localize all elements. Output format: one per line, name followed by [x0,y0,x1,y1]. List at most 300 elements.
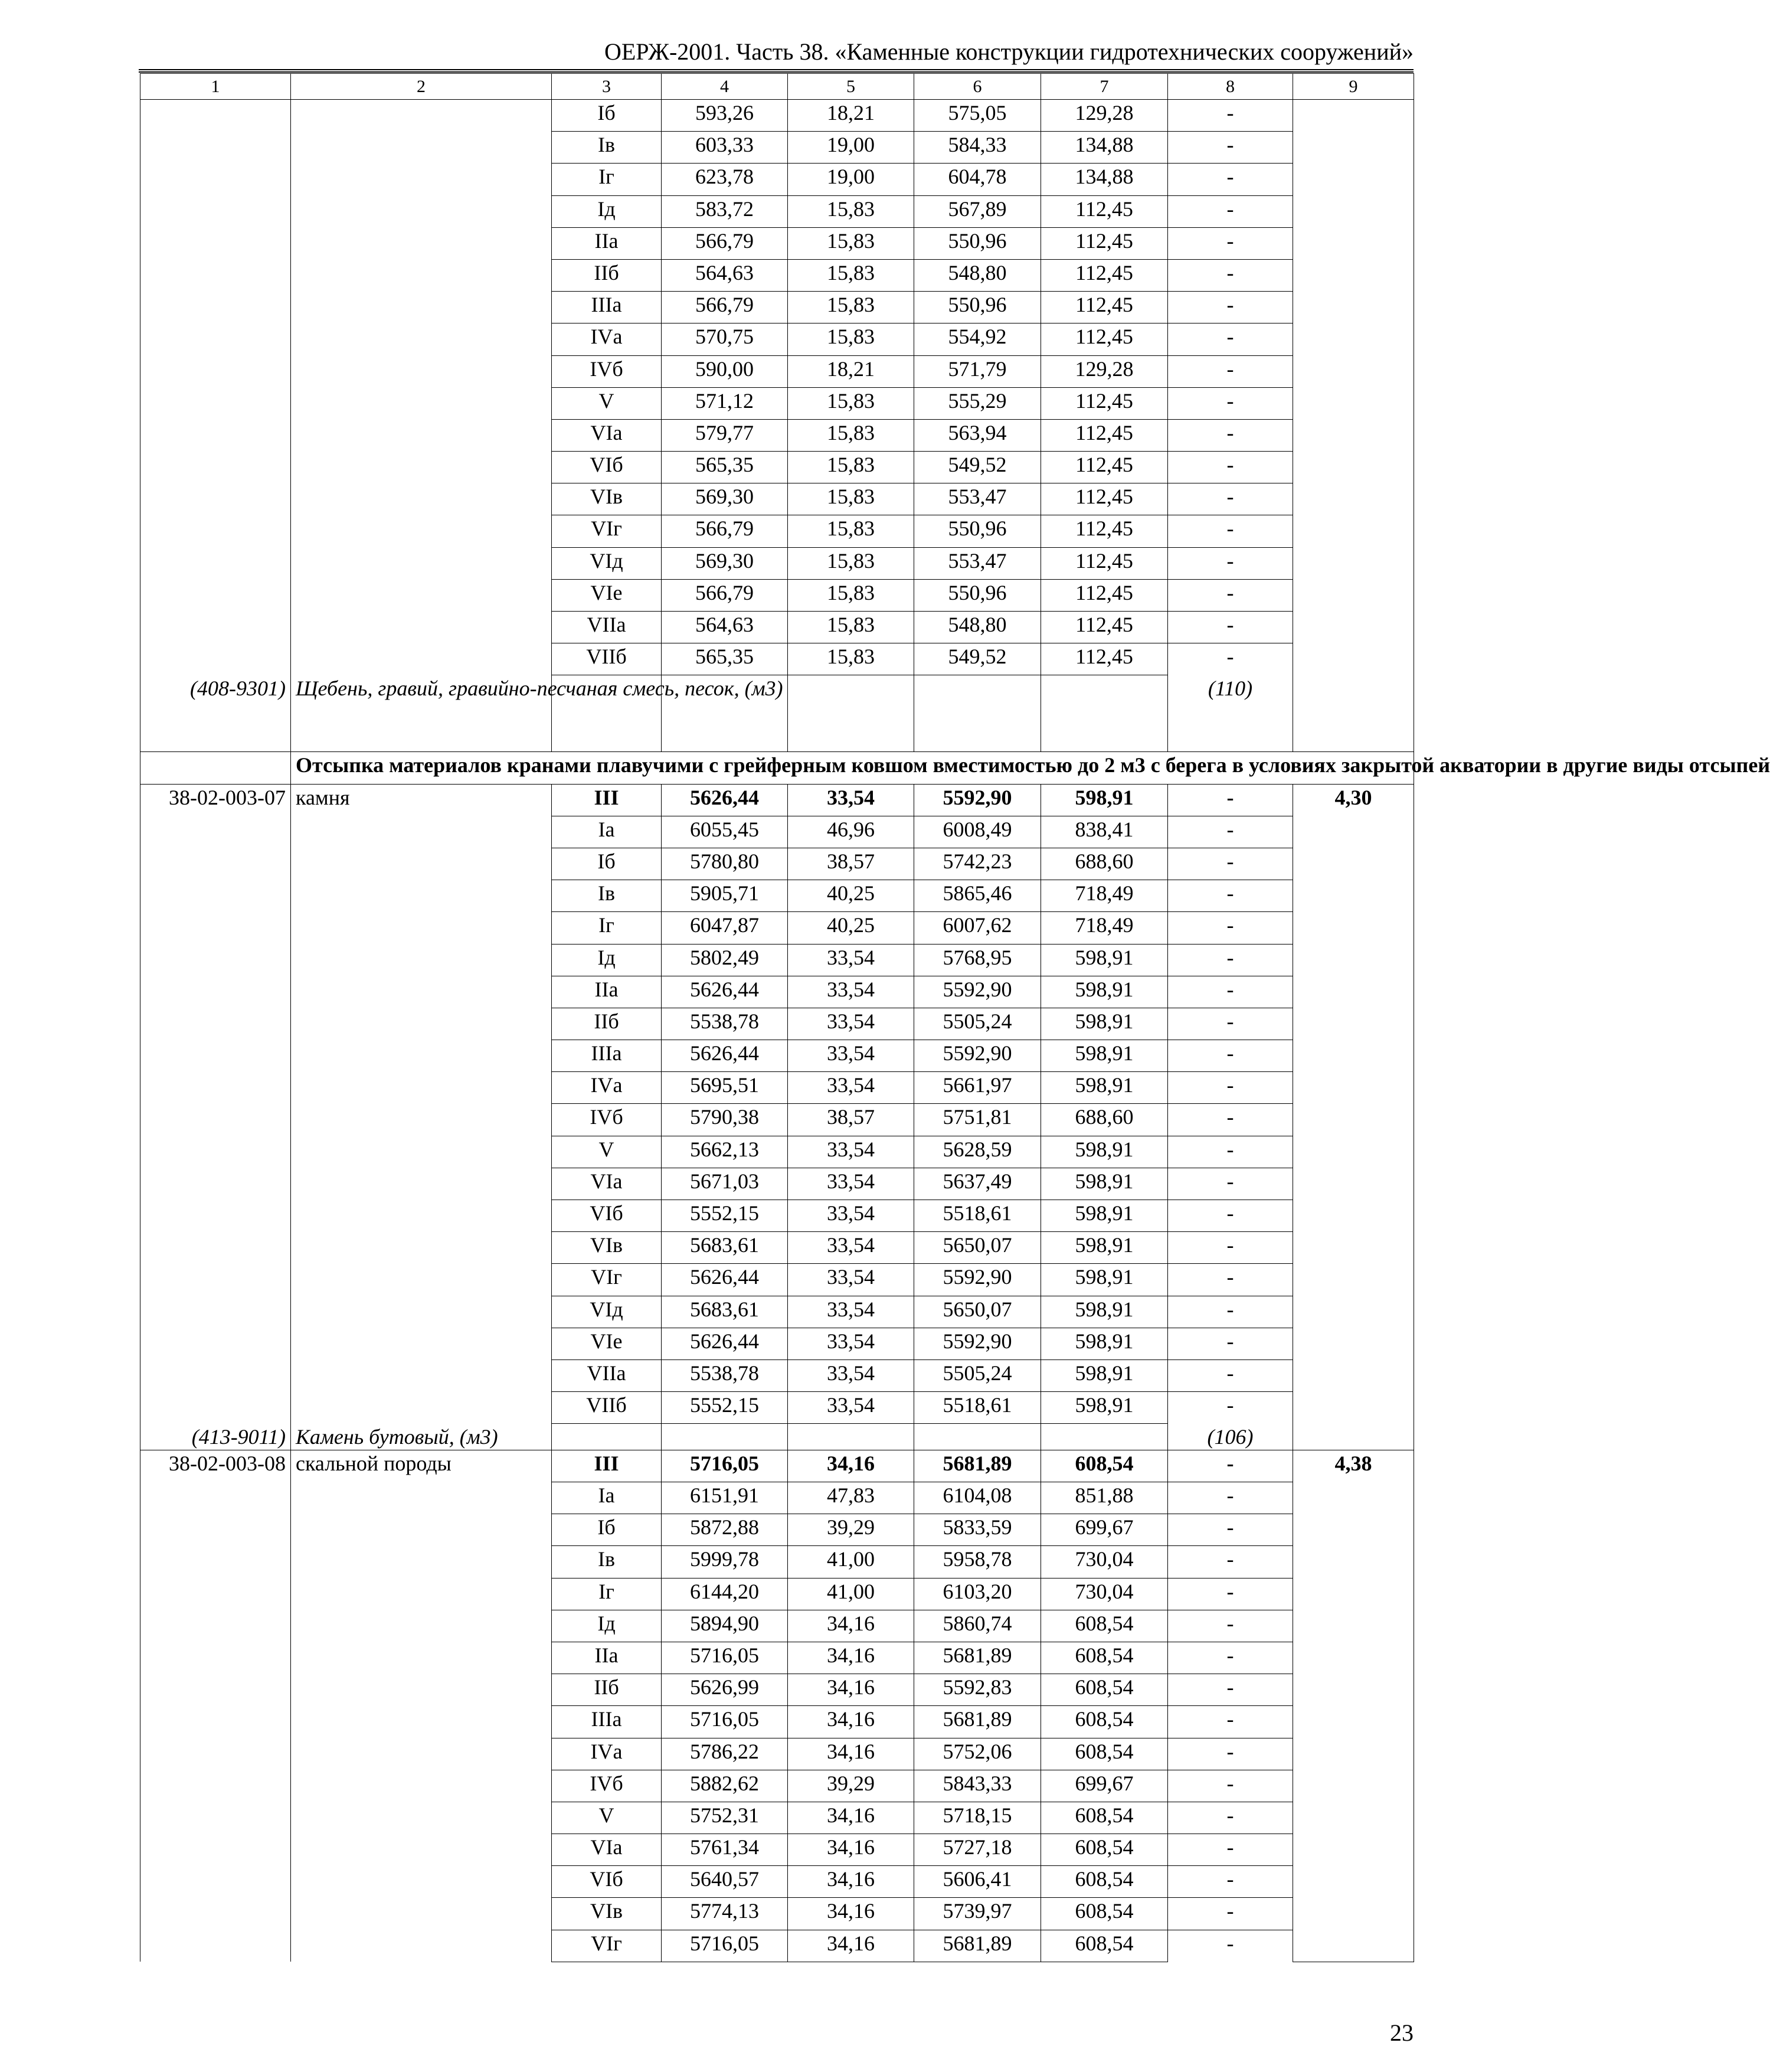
page-header-title: ОЕРЖ-2001. Часть 38. «Каменные конструкции гидротехнических сооружений» [604,38,1414,65]
value-cell: 5727,18 [914,1834,1041,1866]
code-cell [140,515,291,547]
value-cell: 15,83 [788,483,914,515]
empty-cell [1293,675,1414,752]
table-row [140,195,1414,227]
table-row [140,643,1414,675]
value-cell: 5637,49 [914,1168,1041,1200]
value-cell: 5790,38 [662,1104,788,1136]
table-row [140,515,1414,547]
section-row [140,752,1414,784]
value-cell: 6008,49 [914,816,1041,848]
value-cell: - [1168,1770,1293,1802]
value-cell: 33,54 [788,1328,914,1359]
value-cell: 598,91 [1041,944,1168,976]
column-number-cell: 4 [662,74,788,100]
coefficient-cell [1293,612,1414,643]
column-number-cell: 2 [291,74,552,100]
code-cell: 38-02-003-07 [140,784,291,816]
name-cell [291,547,552,579]
empty-cell [914,675,1041,752]
table-row [140,1359,1414,1391]
code-cell [140,1546,291,1578]
table-row [140,944,1414,976]
value-cell: - [1168,483,1293,515]
value-cell: 5681,89 [914,1450,1041,1482]
value-cell: 112,45 [1041,547,1168,579]
code-cell [140,164,291,195]
name-cell [291,1930,552,1962]
value-cell: 34,16 [788,1706,914,1738]
value-cell: 34,16 [788,1898,914,1930]
table-row [140,1898,1414,1930]
zone-cell: IIб [552,1008,662,1040]
value-cell: 563,94 [914,419,1041,451]
table-row [140,164,1414,195]
name-cell [291,100,552,132]
zone-cell: VIд [552,1296,662,1328]
name-cell: скальной породы [291,1450,552,1482]
value-cell: 593,26 [662,100,788,132]
value-cell: 598,91 [1041,1200,1168,1232]
value-cell: 5518,61 [914,1200,1041,1232]
table-row [140,1834,1414,1866]
value-cell: 33,54 [788,784,914,816]
value-cell: 134,88 [1041,164,1168,195]
name-cell [291,292,552,323]
column-number-cell: 8 [1168,74,1293,100]
zone-cell: VIг [552,515,662,547]
coefficient-cell [1293,1514,1414,1546]
value-cell: - [1168,976,1293,1008]
value-cell: 5626,99 [662,1674,788,1706]
zone-cell: Iд [552,1610,662,1642]
zone-cell: VIг [552,1930,662,1962]
code-cell [140,100,291,132]
name-cell [291,1296,552,1328]
value-cell: - [1168,1610,1293,1642]
zone-cell: V [552,1136,662,1168]
coefficient-cell [1293,1930,1414,1962]
coefficient-cell [1293,816,1414,848]
value-cell: - [1168,1328,1293,1359]
value-cell: - [1168,1514,1293,1546]
value-cell: 5683,61 [662,1232,788,1264]
value-cell: - [1168,1296,1293,1328]
value-cell: 5606,41 [914,1866,1041,1898]
code-cell [140,1770,291,1802]
value-cell: 5751,81 [914,1104,1041,1136]
table-row [140,1136,1414,1168]
name-cell [291,387,552,419]
column-number-cell: 9 [1293,74,1414,100]
table-row [140,1264,1414,1296]
name-cell [291,1674,552,1706]
value-cell: 608,54 [1041,1706,1168,1738]
coefficient-cell [1293,1359,1414,1391]
value-cell: 112,45 [1041,643,1168,675]
value-cell: 688,60 [1041,1104,1168,1136]
value-cell: 5752,31 [662,1802,788,1834]
value-cell: 47,83 [788,1482,914,1514]
value-cell: 550,96 [914,579,1041,611]
code-cell [140,387,291,419]
value-cell: 38,57 [788,848,914,880]
coefficient-cell [1293,164,1414,195]
value-cell: 112,45 [1041,579,1168,611]
code-cell [140,1232,291,1264]
value-cell: 598,91 [1041,784,1168,816]
value-cell: - [1168,1136,1293,1168]
value-cell: - [1168,164,1293,195]
value-cell: 598,91 [1041,1136,1168,1168]
table-row [140,1200,1414,1232]
zone-cell: III [552,784,662,816]
value-cell: 608,54 [1041,1642,1168,1674]
value-cell: 838,41 [1041,816,1168,848]
coefficient-cell [1293,132,1414,164]
value-cell: 112,45 [1041,259,1168,291]
coefficient-cell [1293,100,1414,132]
value-cell: 5671,03 [662,1168,788,1200]
table-row [140,323,1414,355]
value-cell: - [1168,227,1293,259]
value-cell: 6151,91 [662,1482,788,1514]
value-cell: 5592,90 [914,1264,1041,1296]
name-cell [291,1072,552,1104]
zone-cell: Iб [552,848,662,880]
coefficient-cell [1293,1072,1414,1104]
code-cell [140,612,291,643]
value-cell: 15,83 [788,515,914,547]
value-cell: - [1168,1264,1293,1296]
value-cell: 33,54 [788,1359,914,1391]
value-cell: 5761,34 [662,1834,788,1866]
name-cell [291,355,552,387]
code-cell [140,1834,291,1866]
value-cell: 623,78 [662,164,788,195]
value-cell: 608,54 [1041,1450,1168,1482]
name-cell [291,976,552,1008]
table-row [140,1040,1414,1072]
coefficient-cell [1293,643,1414,675]
code-cell [140,816,291,848]
table-row [140,1232,1414,1264]
value-cell: 5716,05 [662,1642,788,1674]
value-cell: 550,96 [914,292,1041,323]
zone-cell: VIд [552,547,662,579]
code-cell [140,880,291,912]
value-cell: 566,79 [662,579,788,611]
value-cell: 598,91 [1041,1359,1168,1391]
code-cell [140,944,291,976]
value-cell: 5780,80 [662,848,788,880]
coefficient-cell: 4,30 [1293,784,1414,816]
coefficient-cell [1293,483,1414,515]
code-cell [140,1200,291,1232]
value-cell: 5865,46 [914,880,1041,912]
name-cell [291,1770,552,1802]
value-cell: 5843,33 [914,1770,1041,1802]
name-cell [291,1898,552,1930]
code-cell [140,355,291,387]
name-cell [291,227,552,259]
value-cell: 730,04 [1041,1546,1168,1578]
value-cell: 598,91 [1041,1072,1168,1104]
coefficient-cell [1293,1674,1414,1706]
value-cell: 584,33 [914,132,1041,164]
coefficient-cell [1293,912,1414,944]
value-cell: 6055,45 [662,816,788,848]
value-cell: 5505,24 [914,1359,1041,1391]
name-cell [291,1168,552,1200]
table-row [140,579,1414,611]
table-row [140,816,1414,848]
code-cell [140,419,291,451]
code-cell [140,1072,291,1104]
empty-cell [788,675,914,752]
table-row [140,1738,1414,1770]
name-cell [291,1706,552,1738]
value-cell: 549,52 [914,643,1041,675]
table-row [140,292,1414,323]
table-row [140,483,1414,515]
material-row [140,1424,1414,1450]
empty-cell [788,1424,914,1450]
coefficient-cell [1293,1706,1414,1738]
table-row [140,1392,1414,1424]
value-cell: - [1168,784,1293,816]
material-code: (408-9301) [140,675,291,752]
value-cell: 851,88 [1041,1482,1168,1514]
table-row [140,912,1414,944]
table-row [140,1328,1414,1359]
name-cell [291,1104,552,1136]
coefficient-cell [1293,1168,1414,1200]
zone-cell: VIв [552,1898,662,1930]
column-number-cell: 3 [552,74,662,100]
value-cell: 18,21 [788,355,914,387]
header-rule [139,69,1414,73]
value-cell: 33,54 [788,1136,914,1168]
zone-cell: Iв [552,880,662,912]
value-cell: 718,49 [1041,912,1168,944]
value-cell: 598,91 [1041,976,1168,1008]
value-cell: 33,54 [788,944,914,976]
coefficient-cell [1293,1482,1414,1514]
value-cell: - [1168,1072,1293,1104]
value-cell: 608,54 [1041,1738,1168,1770]
name-cell [291,1834,552,1866]
value-cell: - [1168,1200,1293,1232]
coefficient-cell [1293,1802,1414,1834]
value-cell: 33,54 [788,976,914,1008]
table-row [140,1168,1414,1200]
value-cell: 40,25 [788,880,914,912]
table-row [140,976,1414,1008]
coefficient-cell [1293,419,1414,451]
value-cell: 5742,23 [914,848,1041,880]
value-cell: 548,80 [914,259,1041,291]
value-cell: 598,91 [1041,1232,1168,1264]
value-cell: 598,91 [1041,1168,1168,1200]
value-cell: 608,54 [1041,1834,1168,1866]
rates-table [140,73,1770,1962]
value-cell: - [1168,323,1293,355]
zone-cell: VIа [552,1168,662,1200]
value-cell: 5626,44 [662,1040,788,1072]
value-cell: 5626,44 [662,1264,788,1296]
table-row [140,1296,1414,1328]
name-cell [291,1200,552,1232]
value-cell: 15,83 [788,643,914,675]
table-row [140,784,1414,816]
empty-cell [914,1424,1041,1450]
table-row [140,100,1414,132]
value-cell: 5894,90 [662,1610,788,1642]
table-row [140,227,1414,259]
coefficient-cell [1293,355,1414,387]
value-cell: 112,45 [1041,227,1168,259]
name-cell [291,483,552,515]
column-number-cell: 7 [1041,74,1168,100]
value-cell: - [1168,387,1293,419]
value-cell: 5872,88 [662,1514,788,1546]
code-cell [140,1168,291,1200]
coefficient-cell [1293,323,1414,355]
code-cell [140,1104,291,1136]
table-row [140,1706,1414,1738]
coefficient-cell [1293,944,1414,976]
value-cell: 565,35 [662,643,788,675]
value-cell: 38,57 [788,1104,914,1136]
zone-cell: Iд [552,195,662,227]
coefficient-cell [1293,1866,1414,1898]
value-cell: 5626,44 [662,784,788,816]
coefficient-cell [1293,579,1414,611]
empty-cell [1041,1424,1168,1450]
table-row [140,880,1414,912]
value-cell: 34,16 [788,1866,914,1898]
value-cell: 41,00 [788,1578,914,1610]
coefficient-cell [1293,1136,1414,1168]
value-cell: 579,77 [662,419,788,451]
zone-cell: VIа [552,1834,662,1866]
code-cell [140,1642,291,1674]
code-cell [140,848,291,880]
value-cell: 598,91 [1041,1328,1168,1359]
code-cell [140,976,291,1008]
value-cell: 15,83 [788,547,914,579]
table-row [140,355,1414,387]
zone-cell: VIб [552,1200,662,1232]
value-cell: 112,45 [1041,387,1168,419]
value-cell: 33,54 [788,1072,914,1104]
table-row [140,1104,1414,1136]
zone-cell: IIIа [552,1706,662,1738]
value-cell: 15,83 [788,195,914,227]
code-cell [140,1136,291,1168]
name-cell [291,612,552,643]
zone-cell: VIв [552,483,662,515]
material-qty: (110) [1168,675,1293,752]
value-cell: - [1168,1450,1293,1482]
value-cell: - [1168,1802,1293,1834]
code-cell [140,1578,291,1610]
value-cell: 608,54 [1041,1930,1168,1962]
value-cell: 5860,74 [914,1610,1041,1642]
value-cell: - [1168,643,1293,675]
table-row [140,132,1414,164]
value-cell: 688,60 [1041,848,1168,880]
value-cell: - [1168,1866,1293,1898]
coefficient-cell [1293,1578,1414,1610]
value-cell: 566,79 [662,227,788,259]
code-cell [140,547,291,579]
coefficient-cell [1293,259,1414,291]
table-row [140,1578,1414,1610]
value-cell: 564,63 [662,612,788,643]
name-cell [291,1264,552,1296]
code-cell [140,132,291,164]
value-cell: 569,30 [662,483,788,515]
table-row [140,1770,1414,1802]
value-cell: 5999,78 [662,1546,788,1578]
value-cell: 5786,22 [662,1738,788,1770]
value-cell: 569,30 [662,547,788,579]
value-cell: - [1168,1008,1293,1040]
code-cell [140,452,291,483]
coefficient-cell [1293,1392,1414,1424]
zone-cell: VIб [552,452,662,483]
value-cell: 608,54 [1041,1866,1168,1898]
name-cell [291,1392,552,1424]
value-cell: 5640,57 [662,1866,788,1898]
coefficient-cell [1293,1200,1414,1232]
zone-cell: Iа [552,816,662,848]
coefficient-cell [1293,1770,1414,1802]
value-cell: 5592,83 [914,1674,1041,1706]
code-cell [140,1392,291,1424]
zone-cell: IVб [552,1104,662,1136]
value-cell: 112,45 [1041,483,1168,515]
column-number-cell: 6 [914,74,1041,100]
code-cell [140,1866,291,1898]
value-cell: 550,96 [914,515,1041,547]
coefficient-cell [1293,1898,1414,1930]
coefficient-cell [1293,1546,1414,1578]
value-cell: 15,83 [788,259,914,291]
value-cell: - [1168,1232,1293,1264]
zone-cell: Iд [552,944,662,976]
value-cell: 33,54 [788,1040,914,1072]
value-cell: 598,91 [1041,1264,1168,1296]
value-cell: 5626,44 [662,976,788,1008]
value-cell: 5650,07 [914,1296,1041,1328]
value-cell: 5683,61 [662,1296,788,1328]
value-cell: 730,04 [1041,1578,1168,1610]
zone-cell: III [552,1450,662,1482]
empty-cell [662,1424,788,1450]
code-cell [140,483,291,515]
code-cell [140,1898,291,1930]
coefficient-cell [1293,880,1414,912]
code-cell [140,1008,291,1040]
column-number-cell: 1 [140,74,291,100]
value-cell: 5768,95 [914,944,1041,976]
table-row [140,1514,1414,1546]
value-cell: 41,00 [788,1546,914,1578]
table-row [140,1072,1414,1104]
